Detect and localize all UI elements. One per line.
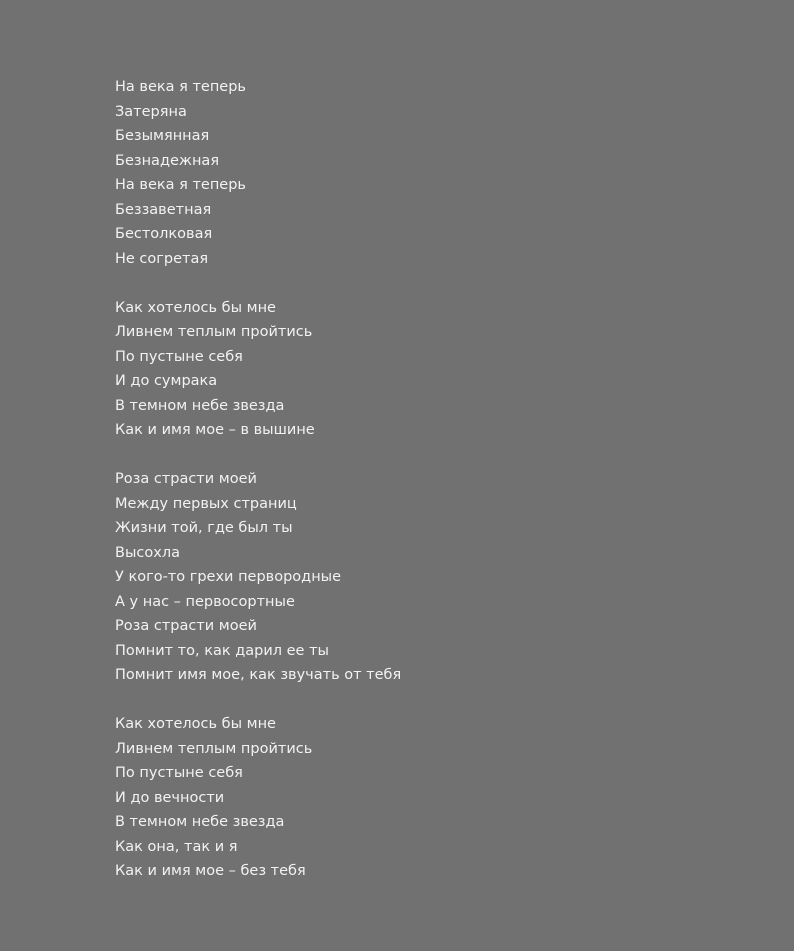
- lyric-line: Ливнем теплым пройтись: [115, 324, 313, 340]
- lyric-line: И до сумрака: [115, 373, 218, 389]
- lyric-line: Затеряна: [115, 103, 187, 120]
- lyric-line: А у нас – первосортные: [115, 593, 295, 610]
- lyrics-text: [115, 75, 755, 908]
- lyric-line: Помнит то, как дарил ее ты: [115, 642, 329, 659]
- stanza-2: [115, 296, 755, 443]
- lyric-line: Как хотелось бы мне: [115, 716, 276, 732]
- lyric-line: На века я теперь: [115, 79, 246, 95]
- lyric-line: На века я теперь: [115, 177, 246, 193]
- lyric-line: По пустыне себя: [115, 348, 243, 365]
- lyric-line: Беззаветная: [115, 201, 212, 218]
- lyric-line: Роза страсти моей: [115, 471, 257, 487]
- lyric-line: Помнит имя мое, как звучать от тебя: [115, 667, 402, 683]
- lyric-line: Высохла: [115, 544, 180, 561]
- lyric-line: Бестолковая: [115, 226, 213, 242]
- stanza-1: [115, 75, 755, 271]
- lyric-line: Как и имя мое – в вышине: [115, 422, 315, 438]
- stanza-4: [115, 712, 755, 884]
- lyric-line: По пустыне себя: [115, 765, 243, 781]
- lyric-line: Как и имя мое – без тебя: [115, 863, 306, 879]
- lyric-line: Безнадежная: [115, 152, 220, 169]
- lyric-line: У кого-то грехи первородные: [115, 569, 342, 585]
- lyric-line: Ливнем теплым пройтись: [115, 740, 313, 757]
- lyric-line: В темном небе звезда: [115, 814, 285, 830]
- lyric-line: В темном небе звезда: [115, 397, 285, 414]
- lyric-line: Как хотелось бы мне: [115, 299, 276, 316]
- lyric-line: Безымянная: [115, 128, 210, 144]
- lyric-line: Жизни той, где был ты: [115, 520, 293, 536]
- lyric-line: Роза страсти моей: [115, 618, 257, 634]
- stanza-3: [115, 467, 755, 688]
- lyric-line: И до вечности: [115, 789, 225, 806]
- lyric-line: Не согретая: [115, 250, 209, 267]
- lyric-line: Как она, так и я: [115, 838, 238, 855]
- lyric-line: Между первых страниц: [115, 495, 297, 512]
